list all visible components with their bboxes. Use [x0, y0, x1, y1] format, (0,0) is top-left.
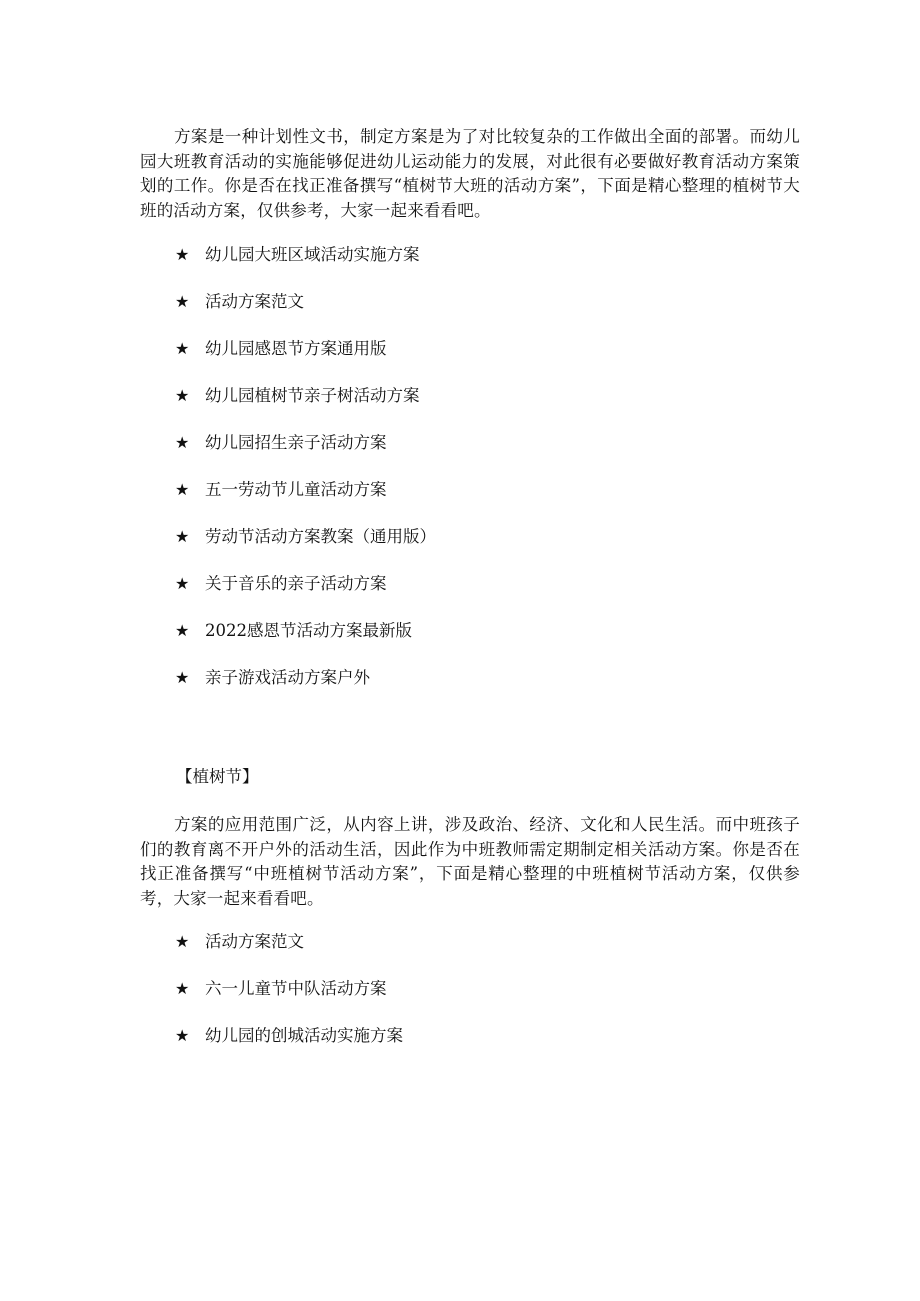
list-item[interactable]	[175, 666, 436, 713]
star-icon: ★	[175, 292, 190, 311]
section-paragraph: 方案的应用范围广泛，从内容上讲，涉及政治、经济、文化和人民生活。而中班孩子们的教育离不开户外的活动生活，因此作为中班教师需定期制定相关活动方案。你是否在找正准备撰写“中班植树节活动方案”，下面是精心整理的中班植树节活动方案，仅供参考，大家一起来看看吧。	[140, 815, 800, 908]
list-item[interactable]	[175, 525, 436, 572]
star-icon: ★	[175, 1026, 190, 1045]
list-item-label[interactable]: 劳动节活动方案教案（通用版）	[205, 527, 436, 546]
list-item[interactable]	[175, 572, 436, 619]
list-item-label[interactable]: 幼儿园大班区域活动实施方案	[205, 245, 420, 264]
list-item-label[interactable]: 幼儿园植树节亲子树活动方案	[205, 386, 420, 405]
star-icon: ★	[175, 386, 190, 405]
list-item-label[interactable]: 2022感恩节活动方案最新版	[205, 621, 412, 640]
list-item-label[interactable]: 幼儿园感恩节方案通用版	[205, 339, 387, 358]
star-icon: ★	[175, 527, 190, 546]
list-item[interactable]	[175, 619, 436, 666]
star-icon: ★	[175, 480, 190, 499]
list-item-label[interactable]: 五一劳动节儿童活动方案	[205, 480, 387, 499]
list-item[interactable]	[175, 431, 436, 478]
list-item[interactable]	[175, 478, 436, 525]
list-item[interactable]	[175, 384, 436, 431]
list-item[interactable]	[175, 337, 436, 384]
star-icon: ★	[175, 621, 190, 640]
star-icon: ★	[175, 339, 190, 358]
list-item[interactable]	[175, 977, 403, 1024]
list-item-label[interactable]: 幼儿园的创城活动实施方案	[205, 1026, 403, 1045]
list-item-label[interactable]: 活动方案范文	[205, 292, 304, 311]
link-list-2	[175, 930, 403, 1071]
list-item[interactable]	[175, 243, 436, 290]
star-icon: ★	[175, 245, 190, 264]
list-item[interactable]	[175, 290, 436, 337]
section-heading: 【植树节】	[176, 767, 259, 786]
list-item-label[interactable]: 关于音乐的亲子活动方案	[205, 574, 387, 593]
intro-paragraph: 方案是一种计划性文书，制定方案是为了对比较复杂的工作做出全面的部署。而幼儿园大班教育活动的实施能够促进幼儿运动能力的发展，对此很有必要做好教育活动方案策划的工作。你是否在找正准备撰写“植树节大班的活动方案”，下面是精心整理的植树节大班的活动方案，仅供参考，大家一起来看看吧。	[140, 127, 800, 220]
list-item-label[interactable]: 幼儿园招生亲子活动方案	[205, 433, 387, 452]
list-item[interactable]	[175, 1024, 403, 1071]
star-icon: ★	[175, 574, 190, 593]
star-icon: ★	[175, 668, 190, 687]
star-icon: ★	[175, 932, 190, 951]
list-item-label[interactable]: 活动方案范文	[205, 932, 304, 951]
list-item[interactable]	[175, 930, 403, 977]
list-item-label[interactable]: 六一儿童节中队活动方案	[205, 979, 387, 998]
star-icon: ★	[175, 433, 190, 452]
star-icon: ★	[175, 979, 190, 998]
link-list-1	[175, 243, 436, 713]
list-item-label[interactable]: 亲子游戏活动方案户外	[205, 668, 370, 687]
